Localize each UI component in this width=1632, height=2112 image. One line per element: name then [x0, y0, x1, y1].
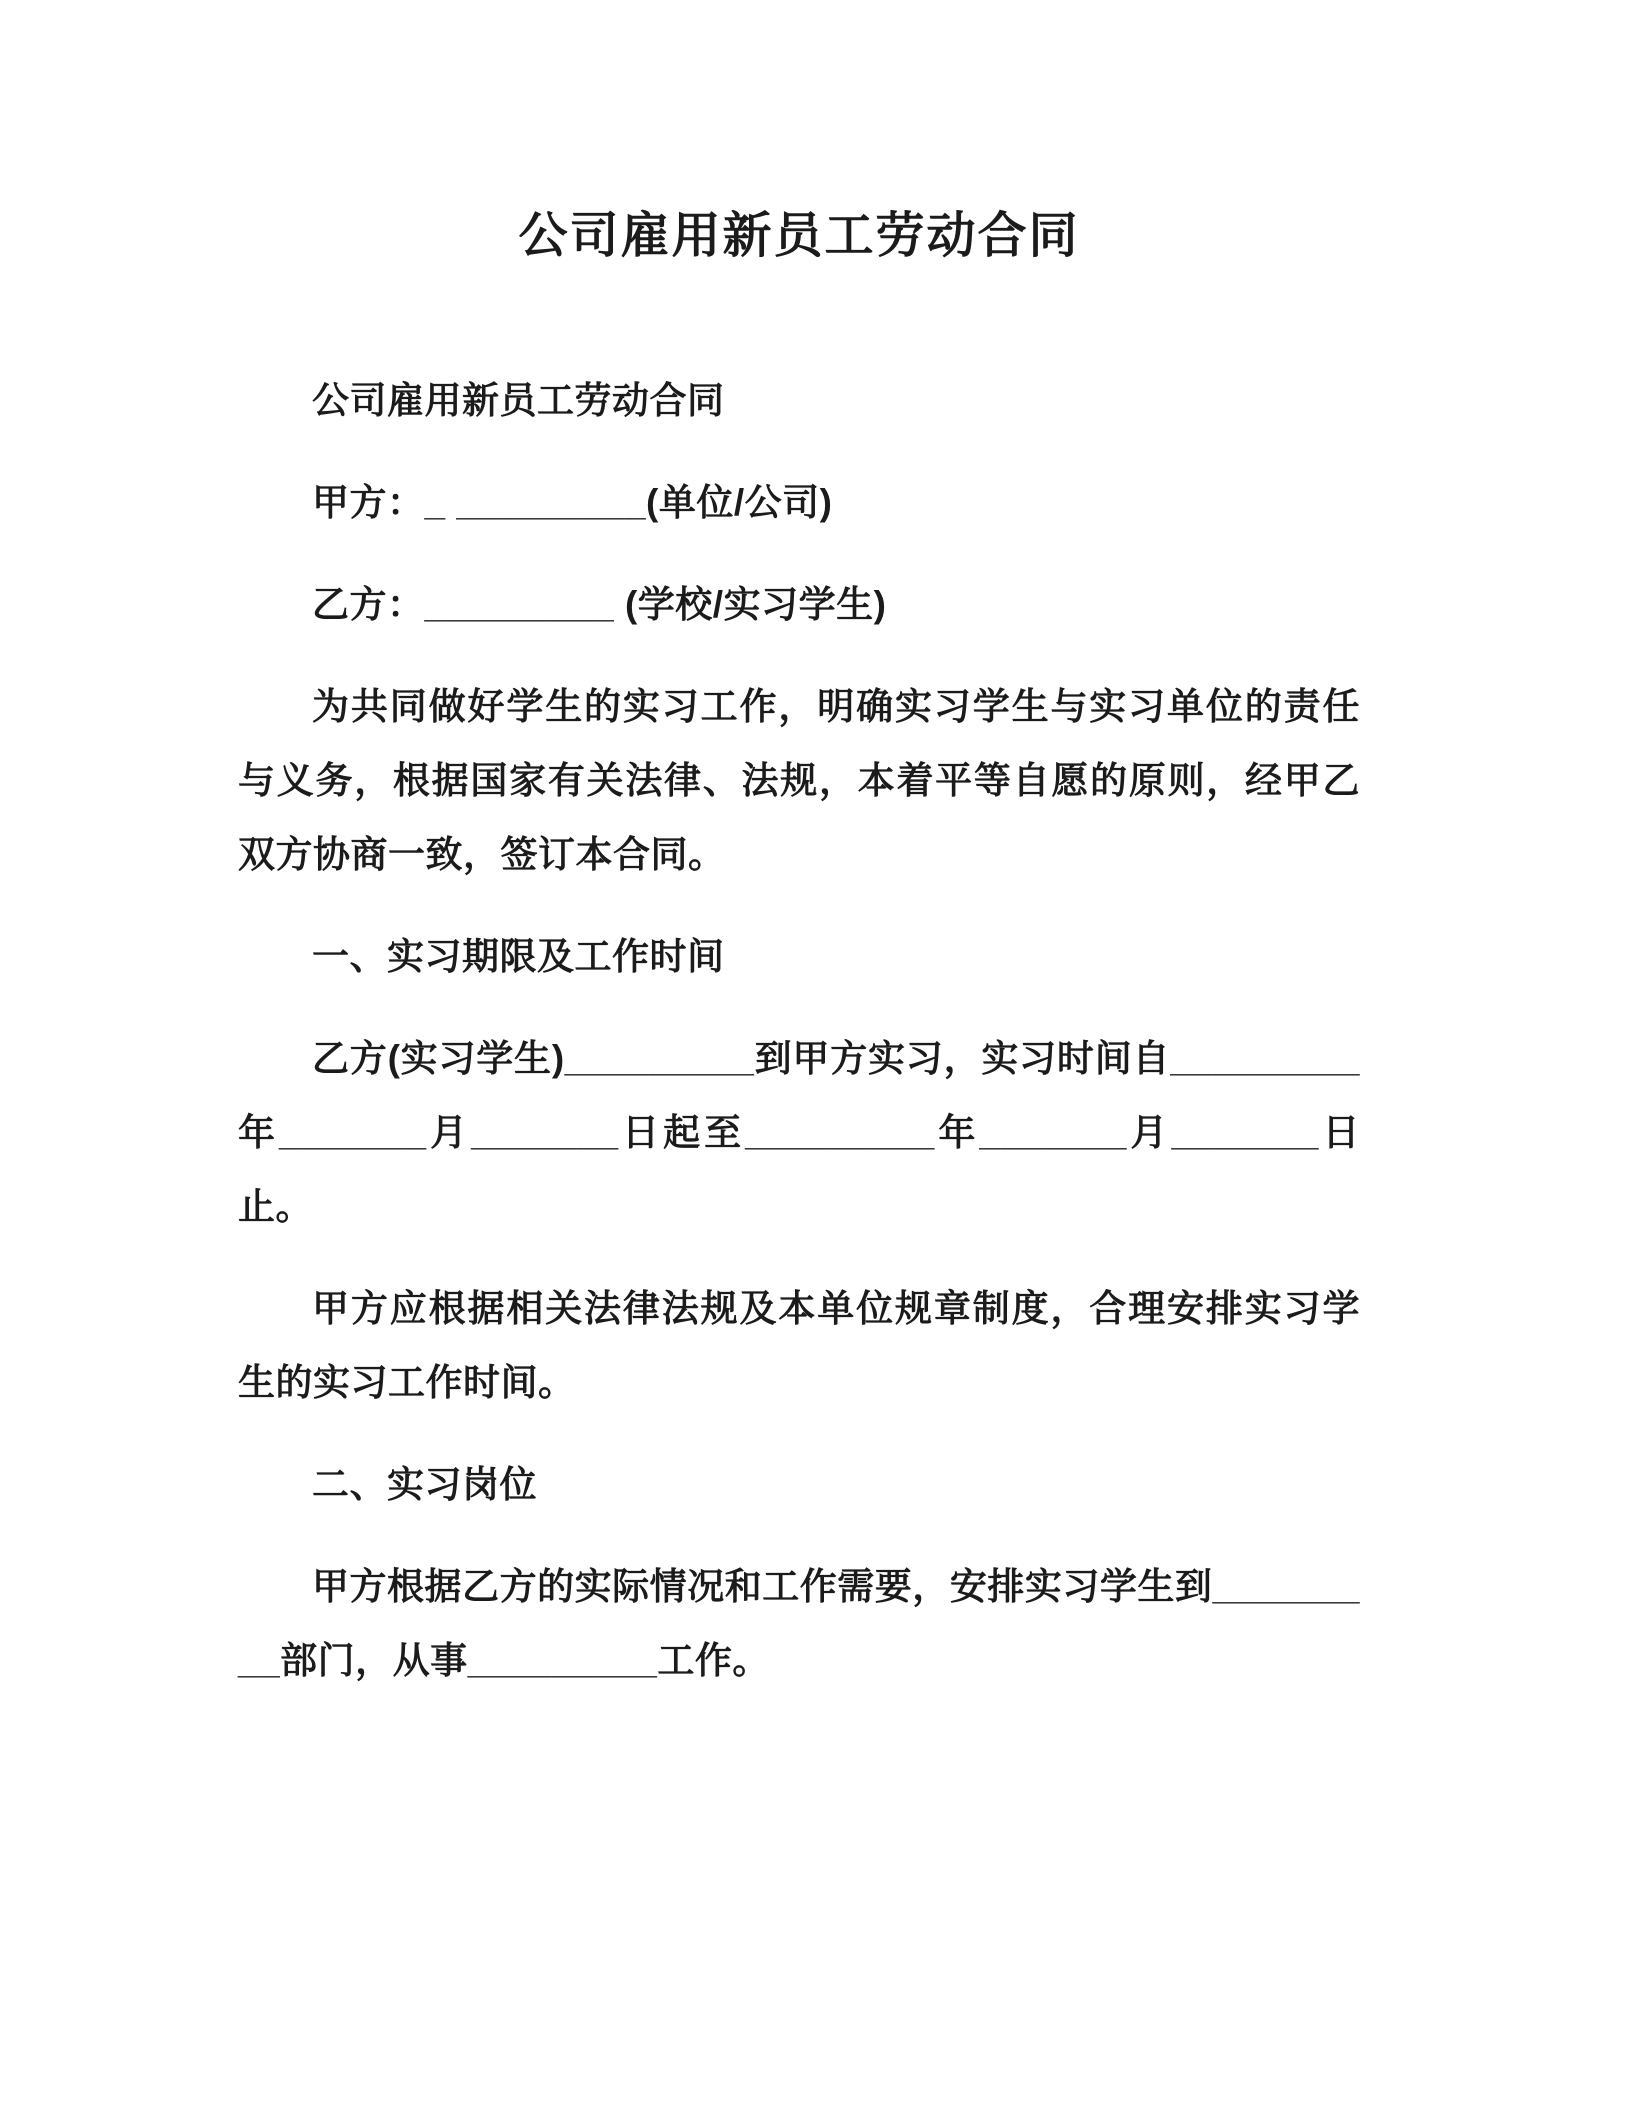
paragraph-section-1-worktime: 甲方应根据相关法律法规及本单位规章制度，合理安排实习学生的实习工作时间。 [238, 1287, 1360, 1403]
paragraph-subtitle: 公司雇用新员工劳动合同 [312, 379, 725, 421]
paragraph-section-1-terms: 乙方(实习学生)_________到甲方实习，实习时间自_________年_______月_______日起至_________年_______月_______日止。 [238, 1037, 1360, 1227]
paragraph-section-1-heading: 一、实习期限及工作时间 [312, 935, 725, 977]
paragraph-preamble: 为共同做好学生的实习工作，明确实习学生与实习单位的责任与义务，根据国家有关法律、法规，本着平等自愿的原则，经甲乙双方协商一致，签订本合同。 [238, 685, 1360, 875]
paragraph-party-a: 甲方：_ _________(单位/公司) [312, 481, 833, 523]
document-title: 公司雇用新员工劳动合同 [518, 209, 1080, 263]
paragraph-section-2-heading: 二、实习岗位 [312, 1463, 537, 1505]
paragraph-section-2-post: 甲方根据乙方的实际情况和工作需要，安排实习学生到_________部门，从事_________工作。 [238, 1565, 1360, 1681]
paragraph-party-b: 乙方：_________ (学校/实习学生) [312, 583, 887, 625]
